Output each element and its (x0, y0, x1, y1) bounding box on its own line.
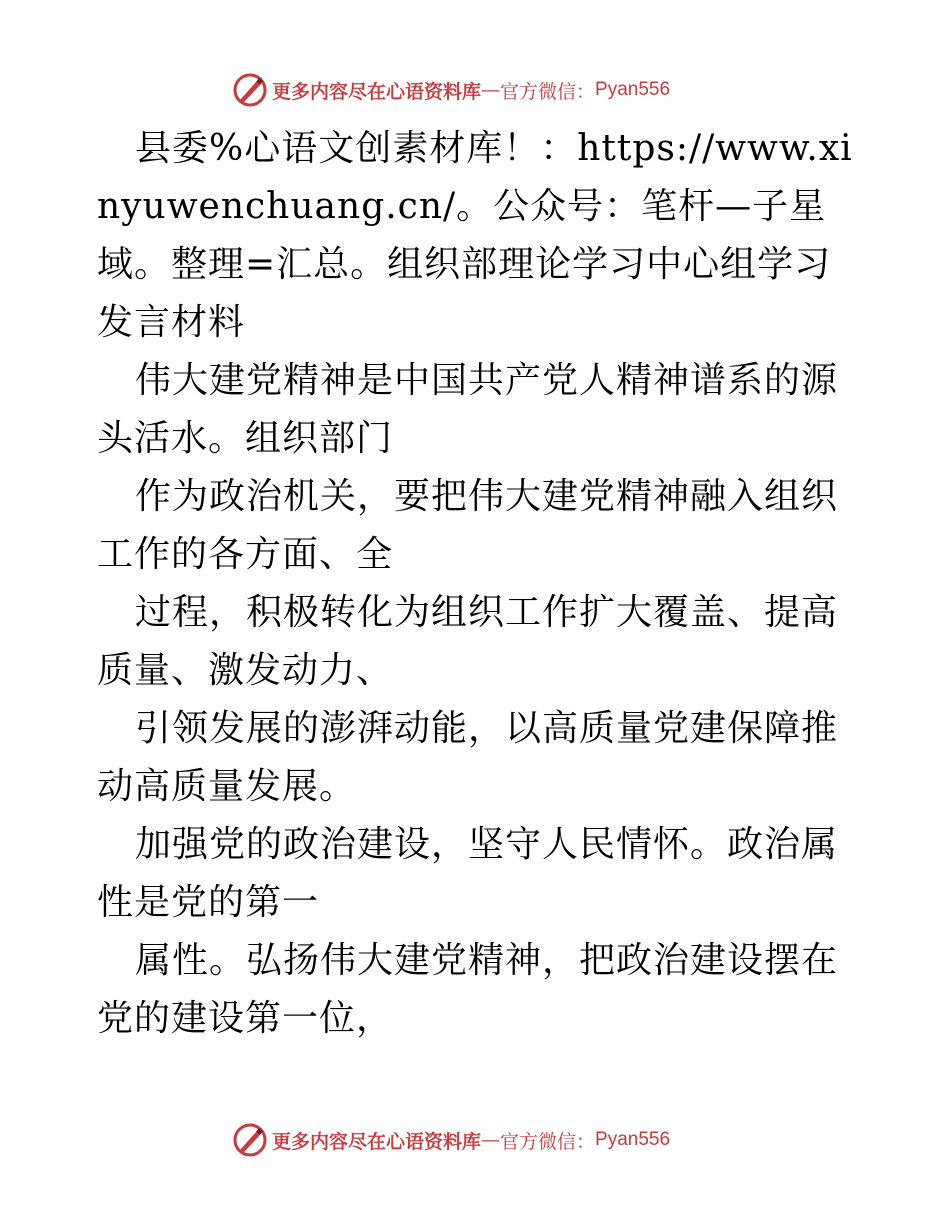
footer-banner (232, 1120, 670, 1160)
banner-separator: — (481, 1129, 501, 1151)
paragraph: 加强党的政治建设，坚守人民情怀。政治属性是党的第一 (97, 824, 839, 923)
banner-wechat-label: 官方微信： (500, 1130, 596, 1153)
banner-slogan: 更多内容尽在心语资料库 (272, 1130, 482, 1153)
banner-wechat-id: Pyan556 (595, 1129, 671, 1150)
paragraph: 作为政治机关，要把伟大建党精神融入组织工作的各方面、全 (97, 476, 839, 575)
paragraph: 县委%心语文创素材库！：https://www.xinyuwenchuang.cn/。公众号：笔杆—子星域。整理=汇总。组织部理论学习中心组学习发言材料 (97, 128, 853, 343)
paragraph: 属性。弘扬伟大建党精神，把政治建设摆在党的建设第一位， (97, 940, 839, 1039)
document-body (97, 120, 857, 1048)
pen-logo-icon (232, 1122, 268, 1158)
header-banner (232, 70, 670, 110)
paragraph: 伟大建党精神是中国共产党人精神谱系的源头活水。组织部门 (97, 360, 839, 459)
banner-wechat-id: Pyan556 (595, 79, 671, 100)
banner-wechat-label: 官方微信： (500, 80, 596, 103)
pen-logo-icon (232, 72, 268, 108)
paragraph: 引领发展的澎湃动能，以高质量党建保障推动高质量发展。 (97, 708, 839, 807)
paragraph: 过程，积极转化为组织工作扩大覆盖、提高质量、激发动力、 (97, 592, 839, 691)
banner-slogan: 更多内容尽在心语资料库 (272, 80, 482, 103)
banner-separator: — (481, 79, 501, 101)
